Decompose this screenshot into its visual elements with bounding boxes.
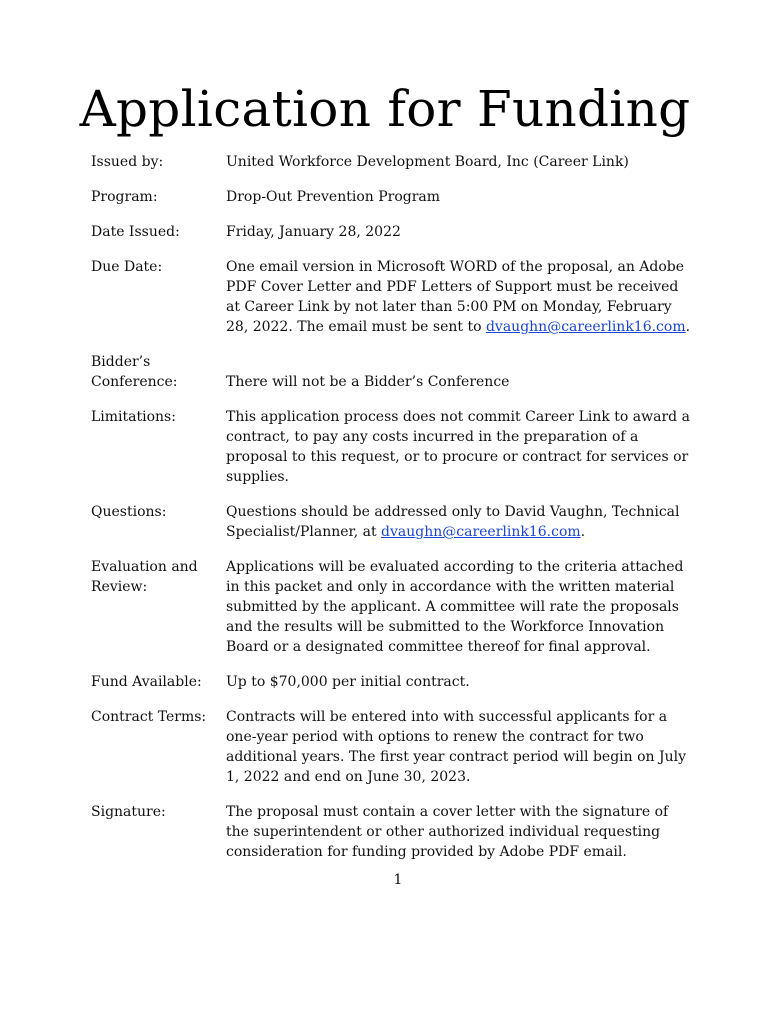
questions-text: Questions should be addressed only to David Vaughn, Technical Specialist/Planner, at [226,504,680,540]
page-title: Application for Funding [79,80,691,138]
program-row [91,187,691,207]
due-date-row [91,257,691,337]
bidders-conference-row [91,352,691,392]
due-date-value [226,257,691,337]
questions-period: . [580,524,586,540]
limitations-value: This application process does not commit Career Link to award a contract, to pay any costs incurred in the preparation of a proposal to this request, or to procure or contract for services or supplies. [226,409,690,485]
contract-terms-row [91,707,691,787]
bidders-conference-label [91,352,226,392]
bidders-conference-label-line2: Conference: [91,374,178,390]
evaluation-row [91,557,691,657]
evaluation-value: Applications will be evaluated according to the criteria attached in this packet and only in accordance with the written material submitted by the applicant. A committee will rate the proposals and the results will be submitted to the Workforce Innovation Board or a designated committee thereof for final approval. [226,559,684,655]
fund-available-label: Fund Available: [91,674,202,690]
bidders-conference-label-line1: Bidder’s [91,354,151,370]
date-issued-value: Friday, January 28, 2022 [226,224,401,240]
due-date-label: Due Date: [91,259,163,275]
evaluation-label [91,557,226,597]
due-date-text: One email version in Microsoft WORD of the proposal, an Adobe PDF Cover Letter and PDF Letters of Support must be received at Career Link by not later than 5:00 PM on Monday, February 28, 2022. The email must be sent to [226,259,685,335]
issued-by-label: Issued by: [91,154,164,170]
contract-terms-value: Contracts will be entered into with successful applicants for a one-year period with options to renew the contract for two additional years. The first year contract period will begin on July 1, 2022 and end on June 30, 2023. [226,709,687,785]
evaluation-label-line2: Review: [91,579,148,595]
signature-value: The proposal must contain a cover letter with the signature of the superintendent or other authorized individual requesting consideration for funding provided by Adobe PDF email. [226,804,669,860]
signature-row [91,802,691,862]
field-list [91,152,691,877]
program-value: Drop-Out Prevention Program [226,189,441,205]
date-issued-label: Date Issued: [91,224,180,240]
questions-label: Questions: [91,504,167,520]
limitations-label: Limitations: [91,409,176,425]
questions-email-link[interactable]: dvaughn@careerlink16.com [381,524,581,540]
issued-by-value: United Workforce Development Board, Inc (Career Link) [226,154,629,170]
page-number: 1 [393,872,403,888]
due-date-period: . [685,319,691,335]
evaluation-label-line1: Evaluation and [91,559,198,575]
limitations-row [91,407,691,487]
issued-by-row [91,152,691,172]
due-date-email-link[interactable]: dvaughn@careerlink16.com [485,319,686,335]
contract-terms-label: Contract Terms: [91,709,207,725]
date-issued-row [91,222,691,242]
program-label: Program: [91,189,158,205]
fund-available-row [91,672,691,692]
questions-row [91,502,691,542]
fund-available-value: Up to $70,000 per initial contract. [226,674,470,690]
questions-value [226,502,691,542]
bidders-conference-value: There will not be a Bidder’s Conference [226,374,510,390]
signature-label: Signature: [91,804,166,820]
